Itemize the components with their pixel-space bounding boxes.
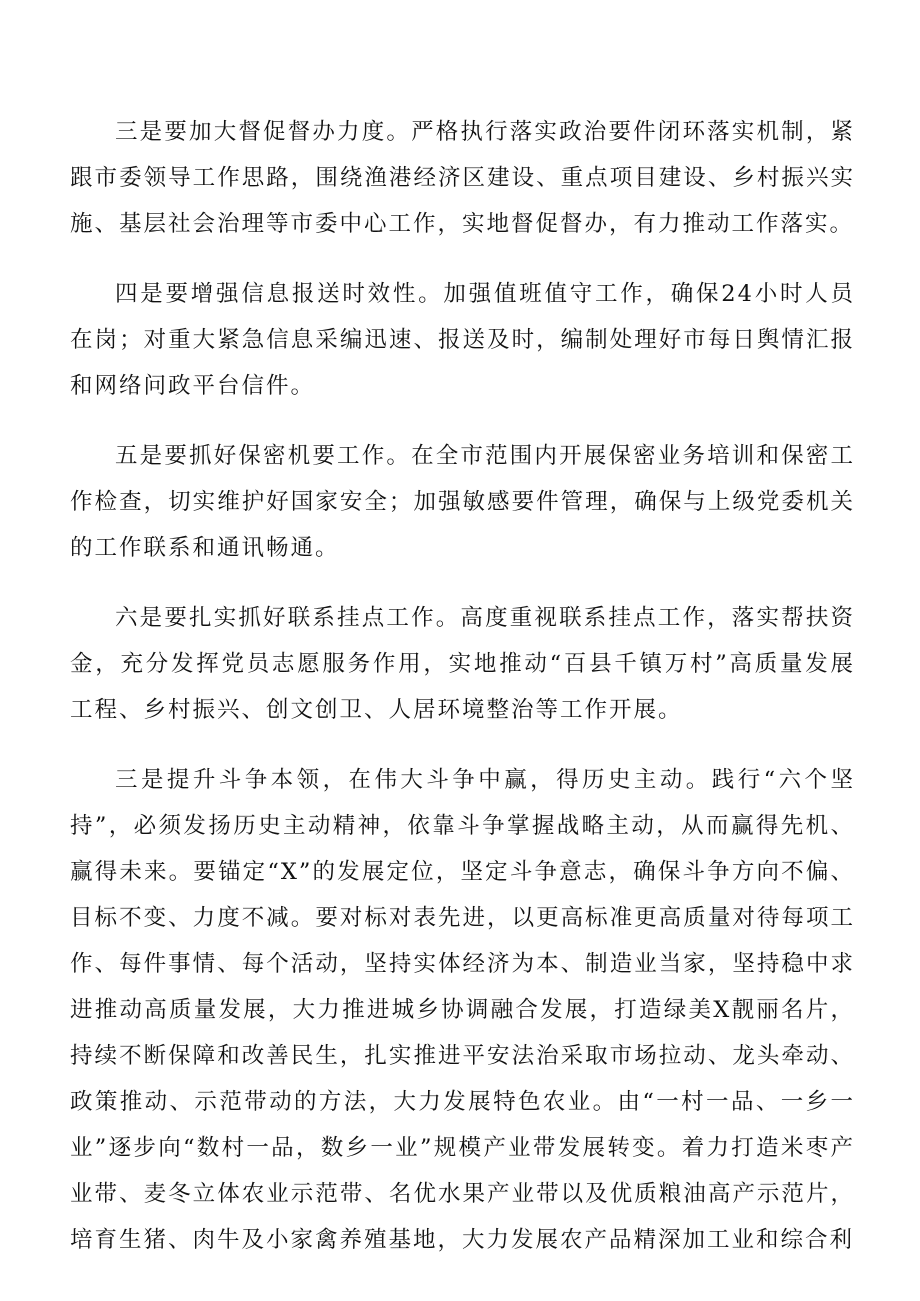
paragraph-liaison-work: 六是要扎实抓好联系挂点工作。高度重视联系挂点工作，落实帮扶资金，充分发挥党员志愿服务作用，实地推动“百县千镇万村”高质量发展工程、乡村振兴、创文创卫、人居环境整治等工作开展。 [70, 605, 855, 723]
document-body [70, 109, 855, 1263]
paragraph-confidentiality: 五是要抓好保密机要工作。在全市范围内开展保密业务培训和保密工作检查，切实维护好国家安全；加强敏感要件管理，确保与上级党委机关的工作联系和通讯畅通。 [70, 443, 855, 561]
paragraph-struggle-ability: 三是提升斗争本领，在伟大斗争中赢，得历史主动。践行“六个坚持”，必须发扬历史主动精神，依靠斗争掌握战略主动，从而赢得先机、赢得未来。要锚定“X”的发展定位，坚定斗争意志，确保斗争方向不偏、目标不变、力度不减。要对标对表先进，以更高标准更高质量对待每项工作、每件事情、每个活动，坚持实体经济为本、制造业当家，坚持稳中求进推动高质量发展，大力推进城乡协调融合发展，打造绿美X靓丽名片，持续不断保障和改善民生，扎实推进平安法治采取市场拉动、龙头牵动、政策推动、示范带动的方法，大力发展特色农业。由“一村一品、一乡一业”逐步向“数村一品，数乡一业”规模产业带发展转变。着力打造米枣产业带、麦冬立体农业示范带、名优水果产业带以及优质粮油高产示范片，培育生猪、肉牛及小家禽养殖基地，大力发展农产品精深加工业和综合利 [70, 767, 855, 1253]
paragraph-supervision: 三是要加大督促督办力度。严格执行落实政治要件闭环落实机制，紧跟市委领导工作思路，围绕渔港经济区建设、重点项目建设、乡村振兴实施、基层社会治理等市委中心工作，实地督促督办，有力推动工作落实。 [70, 119, 855, 237]
paragraph-information-reporting: 四是要增强信息报送时效性。加强值班值守工作，确保24小时人员在岗；对重大紧急信息采编迅速、报送及时，编制处理好市每日舆情汇报和网络问政平台信件。 [70, 281, 855, 399]
